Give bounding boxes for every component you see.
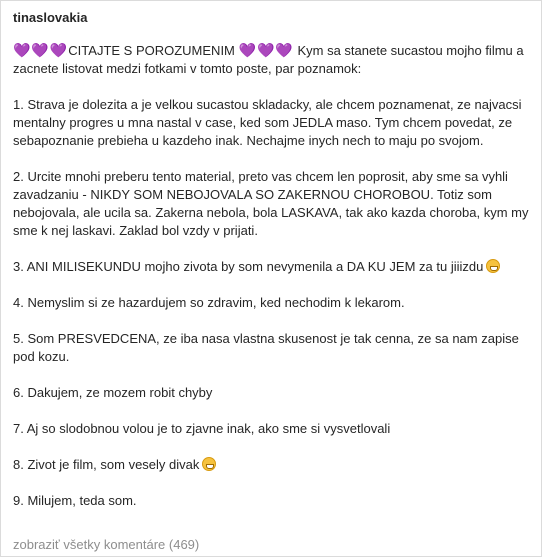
caption-point-4: 4. Nemyslim si ze hazardujem so zdravim, ked nechodim k lekarom.	[13, 295, 405, 310]
grinning-face-icon	[202, 457, 216, 471]
caption-body	[13, 42, 529, 510]
caption-point-3-text: 3. ANI MILISEKUNDU mojho zivota by som nevymenila a DA KU JEM za tu jiiizdu	[13, 259, 484, 274]
caption-point-8-text: 8. Zivot je film, som vesely divak	[13, 457, 200, 472]
caption-intro	[13, 42, 529, 78]
caption-point-6: 6. Dakujem, ze mozem robit chyby	[13, 385, 213, 400]
intro-title: CITAJTE S POROZUMENIM	[68, 43, 235, 58]
view-all-comments-link[interactable]: zobraziť všetky komentáre (469)	[13, 537, 200, 552]
grinning-face-icon	[486, 259, 500, 273]
purple-heart-icon: 💜💜💜	[238, 43, 294, 59]
caption-point-2: 2. Urcite mnohi preberu tento material, preto vas chcem len poprosit, aby sme sa vyhli zavadzaniu - NIKDY SOM NEBOJOVALA SO ZAKERNOU CHOROBOU. Totiz som nebojovala, ale ucila sa. Zakerna nebola, bola LASKAVA, tak ako kazda choroba, kym my sme k nej laskavi. Zaklad bol vzdy v prijati.	[13, 169, 529, 238]
caption-point-8	[13, 456, 529, 474]
caption-point-5: 5. Som PRESVEDCENA, ze iba nasa vlastna skusenost je tak cenna, ze sa nam zapise pod kozu.	[13, 331, 519, 364]
caption-point-3	[13, 258, 529, 276]
caption-point-9: 9. Milujem, teda som.	[13, 493, 137, 508]
caption-point-7: 7. Aj so slodobnou volou je to zjavne inak, ako sme si vysvetlovali	[13, 421, 391, 436]
caption-point-1: 1. Strava je dolezita a je velkou sucastou skladacky, ale chcem poznamenat, ze najvacsi mentalny progres u mna nastal v case, ked som JEDLA maso. Tym chcem povedat, ze sebapoznanie prebieha u kazdeho inak. Nechajme inych nech to maju po svojom.	[13, 97, 522, 148]
username-link[interactable]: tinaslovakia	[13, 10, 88, 25]
purple-heart-icon: 💜💜💜	[13, 43, 69, 59]
intro-text: Kym sa stanete sucastou mojho filmu a zacnete listovat medzi fotkami v tomto poste, par poznamok:	[13, 43, 524, 76]
